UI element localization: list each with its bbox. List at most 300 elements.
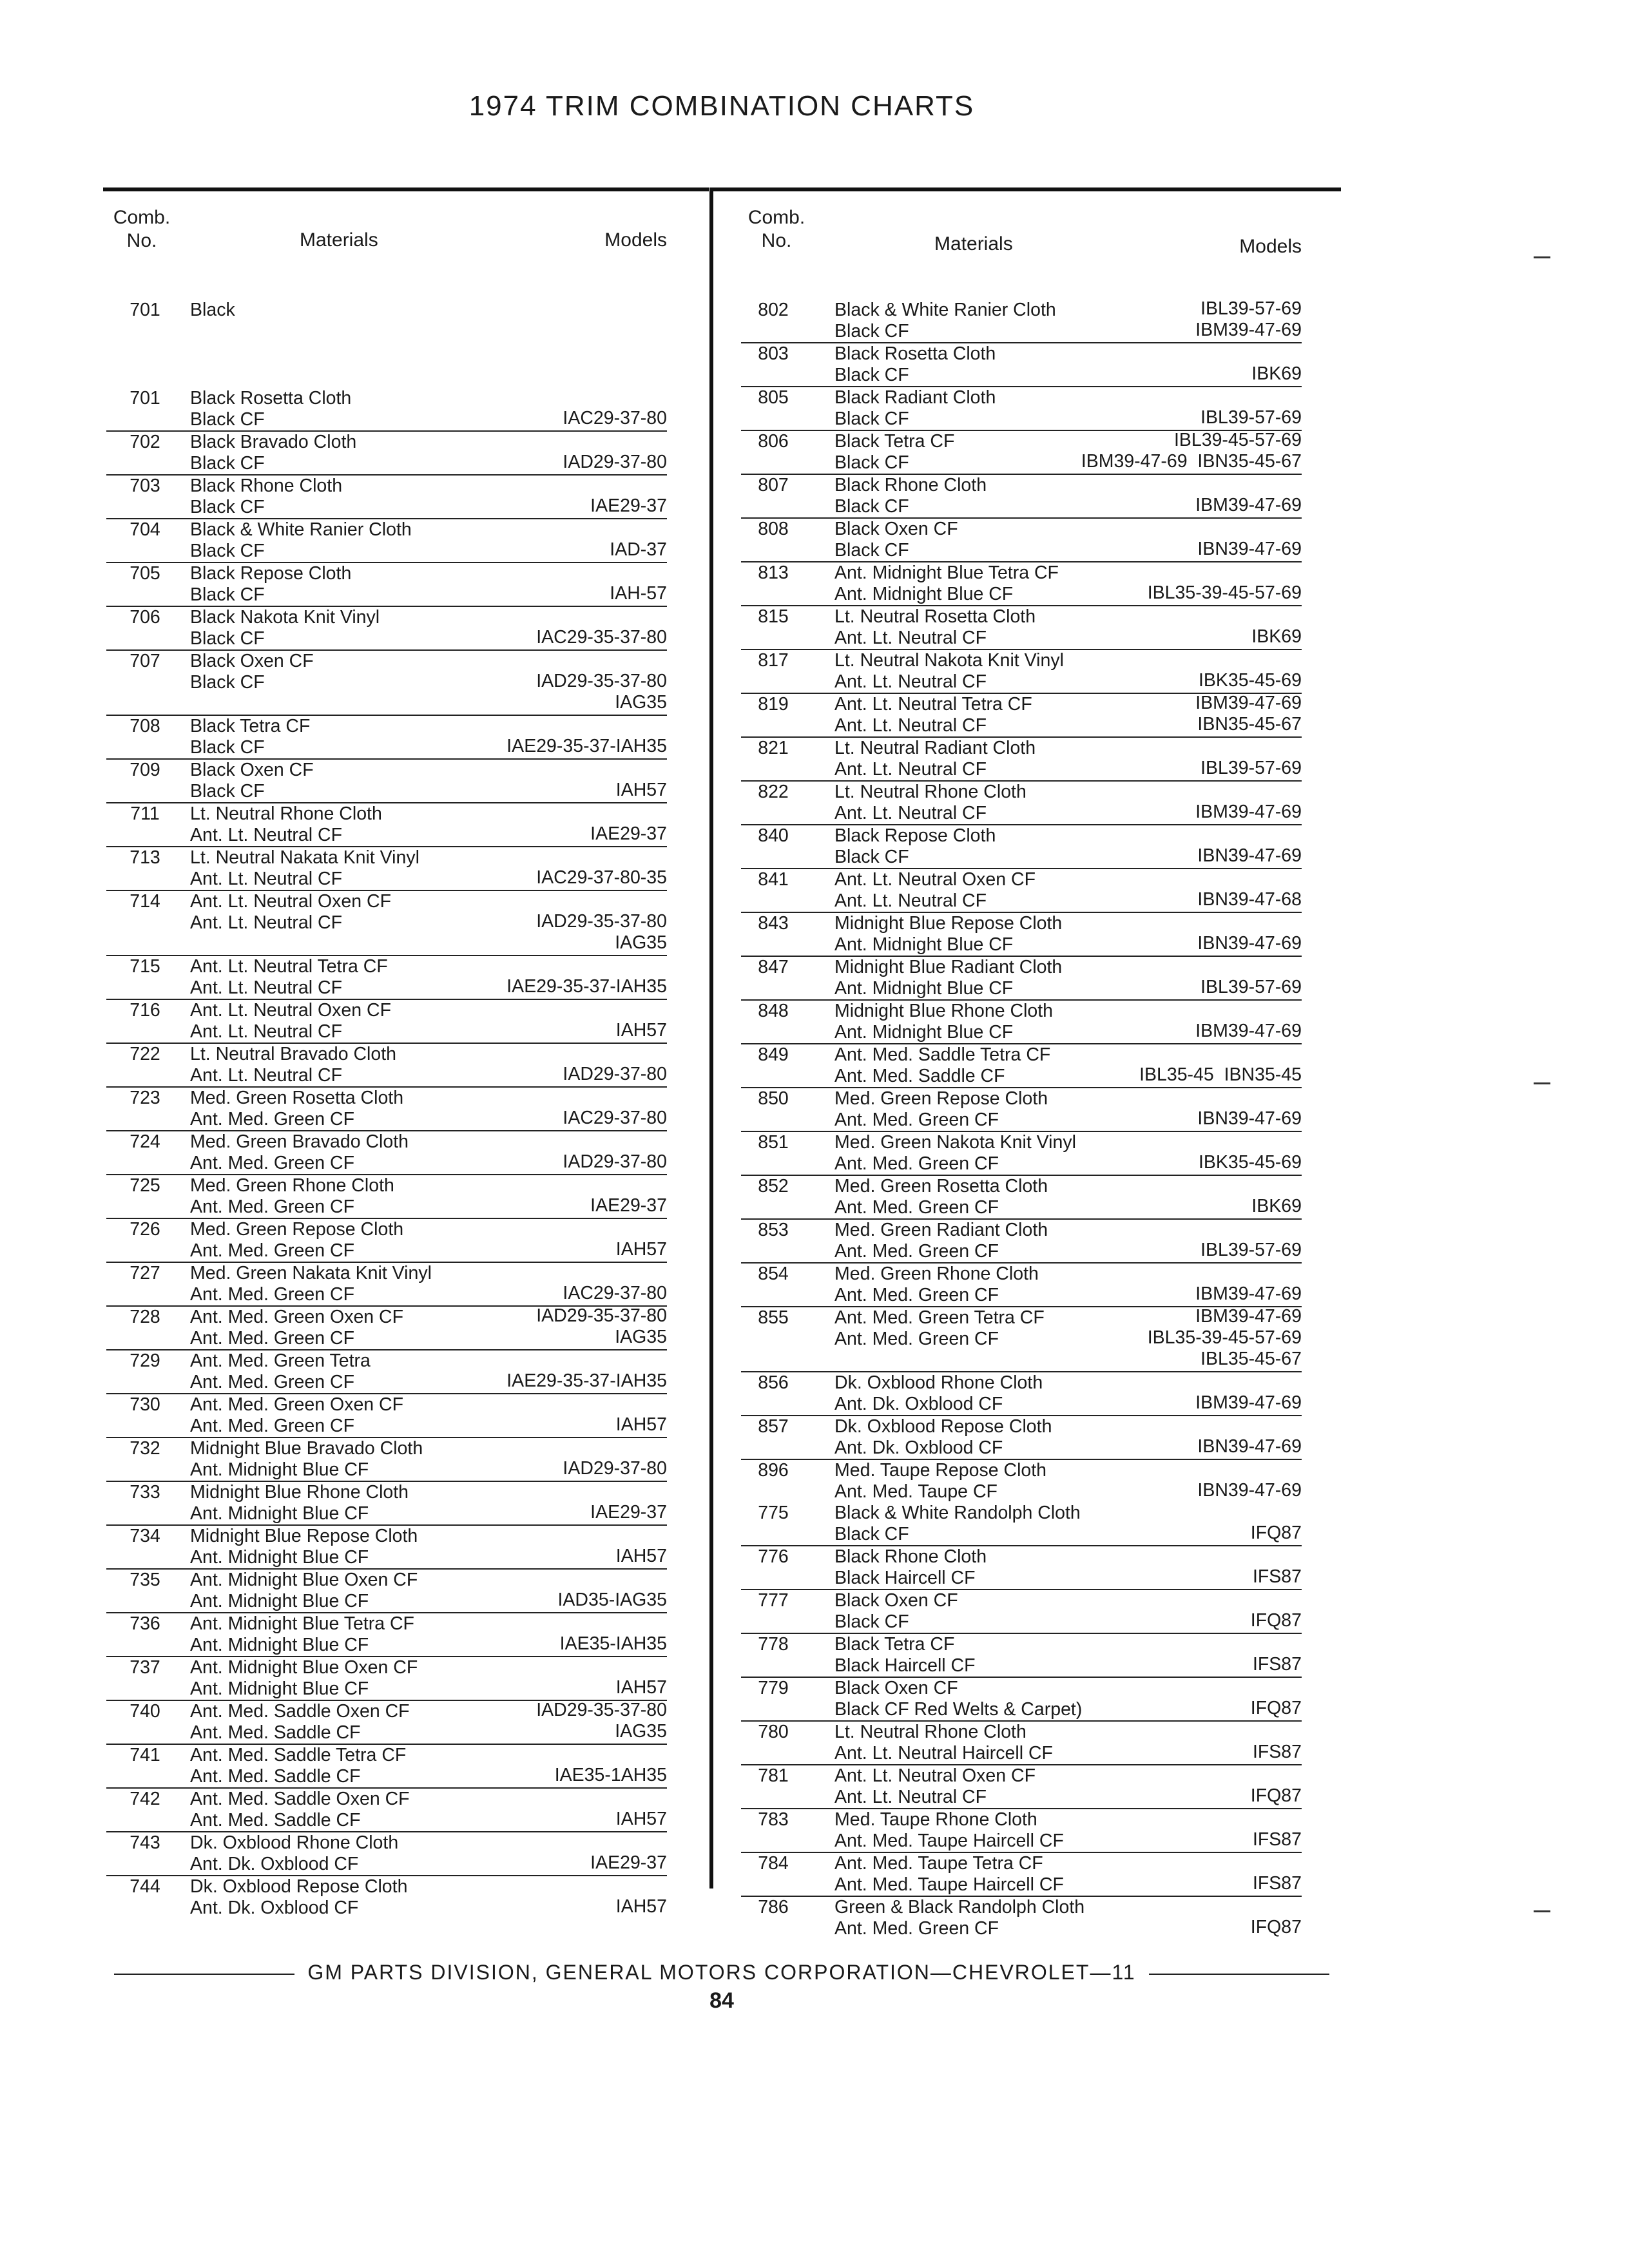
material-line: Black Rhone Cloth (834, 475, 987, 495)
material-line: Black Repose Cloth (834, 825, 996, 846)
model-codes: IBL39-45-57-69 IBM39-47-69 IBN35-45-67 (1081, 430, 1302, 472)
table-row (106, 1570, 667, 1613)
table-row (106, 476, 667, 519)
combination-number: 713 (130, 847, 160, 868)
material-line: Ant. Med. Saddle Oxen CF (190, 1701, 410, 1722)
model-codes: IFS87 (1252, 1829, 1302, 1850)
material-line: Black & White Randolph Cloth (834, 1503, 1081, 1523)
table-row (741, 1722, 1302, 1765)
table-row (106, 1175, 667, 1219)
material-line: Ant. Med. Saddle Tetra CF (190, 1745, 407, 1765)
combination-number: 805 (758, 387, 789, 408)
combination-number: 847 (758, 957, 789, 977)
table-row (106, 1044, 667, 1088)
combination-number: 852 (758, 1176, 789, 1196)
material-line: Black CF (834, 496, 909, 517)
left-table-header (106, 206, 667, 300)
material-line: Dk. Oxblood Repose Cloth (834, 1416, 1052, 1437)
footer-text: GM PARTS DIVISION, GENERAL MOTORS CORPORATION—CHEVROLET—11 (307, 1961, 1136, 1984)
material-line: Ant. Med. Green CF (190, 1284, 355, 1305)
material-line: Ant. Midnight Blue CF (190, 1591, 369, 1611)
material-line: Ant. Med. Green CF (190, 1196, 355, 1217)
material-line: Ant. Med. Saddle CF (190, 1722, 361, 1743)
model-codes: IAD29-37-80 (563, 1064, 667, 1084)
combination-number: 855 (758, 1307, 789, 1328)
material-line: Ant. Med. Green CF (834, 1197, 999, 1218)
material-line: Black Oxen CF (834, 1590, 958, 1611)
material-line: Lt. Neutral Rosetta Cloth (834, 606, 1036, 627)
combination-number: 815 (758, 606, 789, 627)
material-line: Black Rhone Cloth (834, 1546, 987, 1567)
combination-number: 709 (130, 760, 160, 780)
material-line: Ant. Med. Saddle Tetra CF (834, 1044, 1051, 1065)
combination-number: 780 (758, 1722, 789, 1742)
material-line: Black Rosetta Cloth (190, 388, 352, 408)
table-row (741, 1460, 1302, 1503)
material-line: Black CF (834, 1524, 909, 1544)
material-line: Black Repose Cloth (190, 563, 352, 584)
material-line: Black CF (190, 497, 265, 517)
combination-number: 781 (758, 1765, 789, 1786)
combination-number: 706 (130, 607, 160, 628)
table-row (106, 432, 667, 476)
material-line: Ant. Midnight Blue Oxen CF (190, 1657, 418, 1678)
table-row (741, 606, 1302, 650)
combination-number: 783 (758, 1809, 789, 1830)
material-line: Ant. Midnight Blue CF (834, 978, 1014, 999)
model-codes: IBK69 (1251, 626, 1302, 647)
combination-number: 735 (130, 1570, 160, 1590)
material-line: Black CF (190, 737, 265, 758)
material-line: Ant. Midnight Blue Oxen CF (190, 1570, 418, 1590)
model-codes: IBL39-57-69 (1200, 758, 1302, 778)
material-line: Ant. Med. Green CF (190, 1328, 355, 1349)
model-codes: IAD29-37-80 (563, 1151, 667, 1172)
table-row (741, 343, 1302, 387)
models-header: Models (1239, 236, 1302, 257)
model-codes: IAH-57 (610, 583, 667, 604)
table-row (741, 1546, 1302, 1590)
material-line: Black CF (834, 847, 909, 867)
material-line: Black Tetra CF (834, 1634, 955, 1655)
table-row (106, 563, 667, 607)
combination-number: 724 (130, 1131, 160, 1152)
combination-number: 740 (130, 1701, 160, 1722)
material-line: Ant. Lt. Neutral CF (834, 628, 987, 648)
table-row (106, 300, 667, 388)
material-line: Ant. Med. Taupe Tetra CF (834, 1853, 1043, 1874)
material-line: Black CF (834, 540, 909, 561)
material-line: Ant. Med. Green CF (834, 1110, 999, 1130)
combination-number: 822 (758, 782, 789, 802)
combination-number: 840 (758, 825, 789, 846)
material-line: Midnight Blue Bravado Cloth (190, 1438, 423, 1459)
material-line: Dk. Oxblood Rhone Cloth (190, 1832, 399, 1853)
table-row (106, 1088, 667, 1131)
footer-rule-right (1149, 1974, 1329, 1975)
table-row (106, 1307, 667, 1350)
model-codes: IAD29-35-37-80 IAG35 (536, 1700, 667, 1742)
combination-number: 777 (758, 1590, 789, 1611)
material-line: Ant. Med. Green CF (834, 1241, 999, 1262)
material-line: Ant. Med. Green Oxen CF (190, 1394, 404, 1415)
model-codes: IBL35-39-45-57-69 (1147, 582, 1302, 603)
model-codes: IBK69 (1251, 1196, 1302, 1216)
table-row (741, 1220, 1302, 1264)
material-line: Med. Green Rhone Cloth (190, 1175, 394, 1196)
material-line: Lt. Neutral Bravado Cloth (190, 1044, 396, 1064)
material-line: Midnight Blue Repose Cloth (190, 1526, 418, 1546)
model-codes: IBN39-47-69 (1197, 1480, 1302, 1501)
model-codes: IBN39-47-69 (1197, 845, 1302, 866)
material-line: Black CF (190, 409, 265, 430)
left-table-body (106, 300, 667, 1919)
model-codes: IAE29-37 (590, 495, 667, 516)
table-row (106, 607, 667, 651)
table-row (741, 387, 1302, 431)
combination-number: 821 (758, 738, 789, 758)
combination-number: 784 (758, 1853, 789, 1874)
model-codes: IBN39-47-68 (1197, 889, 1302, 910)
material-line: Ant. Midnight Blue CF (190, 1459, 369, 1480)
table-row (741, 957, 1302, 1001)
table-row (741, 738, 1302, 782)
table-row (741, 1765, 1302, 1809)
material-line: Lt. Neutral Nakota Knit Vinyl (834, 650, 1064, 671)
table-row (106, 803, 667, 847)
material-line: Ant. Midnight Blue Tetra CF (190, 1613, 414, 1634)
model-codes: IAD29-37-80 (563, 452, 667, 472)
combination-number: 786 (758, 1897, 789, 1917)
material-line: Ant. Med. Green CF (190, 1240, 355, 1261)
material-line: Black CF (190, 541, 265, 561)
material-line: Black Tetra CF (834, 431, 955, 452)
model-codes: IAH57 (615, 1239, 667, 1260)
table-row (741, 1809, 1302, 1853)
material-line: Ant. Lt. Neutral Oxen CF (834, 1765, 1036, 1786)
material-line: Black Haircell CF (834, 1655, 976, 1676)
material-line: Black CF (190, 781, 265, 802)
model-codes: IBM39-47-69 IBL35-39-45-57-69 IBL35-45-67 (1147, 1306, 1302, 1369)
model-codes: IAE29-35-37-IAH35 (506, 1370, 667, 1391)
footer (0, 1961, 1443, 1984)
material-line: Ant. Dk. Oxblood CF (190, 1854, 359, 1874)
model-codes: IBL35-45 IBN35-45 (1139, 1064, 1302, 1085)
material-line: Black & White Ranier Cloth (834, 300, 1056, 320)
combination-number: 802 (758, 300, 789, 320)
material-line: Ant. Lt. Neutral CF (834, 890, 987, 911)
model-codes: IAC29-35-37-80 (536, 627, 667, 648)
material-line: Med. Green Nakota Knit Vinyl (834, 1132, 1076, 1153)
material-line: Ant. Midnight Blue CF (190, 1503, 369, 1524)
material-line: Black Radiant Cloth (834, 387, 996, 408)
table-row (741, 300, 1302, 343)
combination-number: 896 (758, 1460, 789, 1481)
material-line: Ant. Dk. Oxblood CF (190, 1898, 359, 1918)
table-row (106, 1745, 667, 1789)
table-row (741, 1590, 1302, 1634)
table-row (741, 562, 1302, 606)
material-line: Ant. Lt. Neutral CF (834, 715, 987, 736)
material-line: Med. Green Rosetta Cloth (834, 1176, 1048, 1196)
combination-number: 807 (758, 475, 789, 495)
material-line: Ant. Med. Saddle CF (190, 1810, 361, 1831)
material-line: Black CF (190, 628, 265, 649)
table-row (741, 825, 1302, 869)
table-row (106, 891, 667, 956)
table-row (106, 1526, 667, 1570)
table-row (106, 1613, 667, 1657)
combination-number: 701 (130, 388, 160, 408)
model-codes: IAC29-37-80-35 (536, 867, 667, 888)
material-line: Ant. Lt. Neutral CF (190, 977, 343, 998)
table-row (106, 1350, 667, 1394)
table-row (106, 1438, 667, 1482)
model-codes: IFS87 (1252, 1654, 1302, 1675)
material-line: Ant. Midnight Blue CF (190, 1635, 369, 1655)
model-codes: IAH57 (615, 1414, 667, 1435)
model-codes: IBK69 (1251, 363, 1302, 384)
model-codes: IAD-37 (610, 539, 667, 560)
models-header: Models (604, 229, 667, 251)
table-row (741, 475, 1302, 519)
table-row (741, 1853, 1302, 1897)
material-line: Ant. Med. Green CF (834, 1329, 999, 1349)
table-row (106, 519, 667, 563)
model-codes: IBL39-57-69 (1200, 407, 1302, 428)
combination-number: 778 (758, 1634, 789, 1655)
material-line: Ant. Med. Green CF (834, 1285, 999, 1305)
combination-number: 723 (130, 1088, 160, 1108)
material-line: Lt. Neutral Rhone Cloth (834, 782, 1027, 802)
material-line: Ant. Med. Green Tetra (190, 1350, 371, 1371)
model-codes: IAD29-35-37-80 IAG35 (536, 911, 667, 953)
model-codes: IFQ87 (1250, 1698, 1302, 1718)
material-line: Black CF (834, 452, 909, 473)
model-codes: IAE29-37 (590, 1852, 667, 1873)
combination-number: 736 (130, 1613, 160, 1634)
combination-number: 727 (130, 1263, 160, 1283)
combination-number: 703 (130, 476, 160, 496)
combination-number: 841 (758, 869, 789, 890)
model-codes: IAC29-37-80 (563, 1283, 667, 1303)
model-codes: IAE29-35-37-IAH35 (506, 976, 667, 997)
table-row (741, 1044, 1302, 1088)
material-line: Med. Taupe Repose Cloth (834, 1460, 1047, 1481)
material-line: Med. Green Radiant Cloth (834, 1220, 1048, 1240)
material-line: Ant. Midnight Blue CF (834, 584, 1014, 604)
table-row (741, 1088, 1302, 1132)
material-line: Ant. Midnight Blue CF (190, 1547, 369, 1568)
model-codes: IAE35-1AH35 (554, 1765, 667, 1785)
table-row (741, 1897, 1302, 1939)
combination-number: 714 (130, 891, 160, 912)
table-row (106, 1657, 667, 1701)
model-codes: IBM39-47-69 (1195, 495, 1302, 515)
combination-number: 853 (758, 1220, 789, 1240)
model-codes: IAD29-35-37-80 IAG35 (536, 1305, 667, 1347)
model-codes: IFS87 (1252, 1742, 1302, 1762)
combination-number: 848 (758, 1001, 789, 1021)
top-rule (103, 187, 709, 191)
model-codes: IBN39-47-69 (1197, 1108, 1302, 1129)
table-row (741, 650, 1302, 694)
combination-number: 744 (130, 1876, 160, 1897)
combination-number: 742 (130, 1789, 160, 1809)
model-codes: IAE29-37 (590, 1502, 667, 1523)
left-column (106, 206, 667, 1919)
top-rule-right (709, 187, 1341, 191)
material-line: Ant. Lt. Neutral Haircell CF (834, 1743, 1053, 1763)
model-codes: IBK35-45-69 (1198, 1152, 1302, 1173)
materials-header: Materials (300, 229, 378, 251)
table-row (106, 1876, 667, 1919)
combination-number: 704 (130, 519, 160, 540)
material-line: Black CF (834, 408, 909, 429)
model-codes: IBL39-57-69 (1200, 1240, 1302, 1260)
combination-number: 725 (130, 1175, 160, 1196)
table-row (106, 1482, 667, 1526)
model-codes: IBM39-47-69 (1195, 1021, 1302, 1041)
combination-number: 775 (758, 1503, 789, 1523)
material-line: Ant. Midnight Blue CF (190, 1678, 369, 1699)
material-line: Ant. Lt. Neutral Tetra CF (834, 694, 1032, 715)
combination-number: 851 (758, 1132, 789, 1153)
material-line: Midnight Blue Repose Cloth (834, 913, 1063, 934)
material-line: Ant. Midnight Blue CF (834, 934, 1014, 955)
table-row (106, 1263, 667, 1307)
material-line: Midnight Blue Rhone Cloth (834, 1001, 1054, 1021)
material-line: Black Oxen CF (190, 760, 314, 780)
material-line: Ant. Med. Green CF (834, 1153, 999, 1174)
material-line: Lt. Neutral Radiant Cloth (834, 738, 1036, 758)
combination-number: 849 (758, 1044, 789, 1065)
material-line: Ant. Med. Saddle Oxen CF (190, 1789, 410, 1809)
material-line: Med. Taupe Rhone Cloth (834, 1809, 1037, 1830)
combination-number: 702 (130, 432, 160, 452)
material-line: Ant. Lt. Neutral CF (190, 869, 343, 889)
material-line: Black Haircell CF (834, 1568, 976, 1588)
no-header: No. (761, 230, 792, 251)
combination-number: 741 (130, 1745, 160, 1765)
model-codes: IAC29-37-80 (563, 1108, 667, 1128)
material-line: Green & Black Randolph Cloth (834, 1897, 1085, 1917)
model-codes: IAD35-IAG35 (557, 1590, 667, 1610)
material-line: Black (190, 300, 235, 320)
material-line: Ant. Lt. Neutral CF (190, 1021, 343, 1042)
model-codes: IAH57 (615, 780, 667, 800)
combination-number: 854 (758, 1264, 789, 1284)
combination-number: 705 (130, 563, 160, 584)
combination-number: 730 (130, 1394, 160, 1415)
material-line: Dk. Oxblood Rhone Cloth (834, 1372, 1043, 1393)
model-codes: IBK35-45-69 (1198, 670, 1302, 691)
material-line: Black & White Ranier Cloth (190, 519, 412, 540)
combination-number: 779 (758, 1678, 789, 1698)
material-line: Med. Green Repose Cloth (834, 1088, 1048, 1109)
combination-number: 776 (758, 1546, 789, 1567)
material-line: Black CF Red Welts & Carpet) (834, 1699, 1083, 1720)
combination-number: 817 (758, 650, 789, 671)
material-line: Ant. Med. Green CF (190, 1372, 355, 1392)
model-codes: IAD29-35-37-80 IAG35 (536, 671, 667, 713)
right-table-body (741, 300, 1302, 1939)
table-row (741, 1372, 1302, 1416)
margin-mark (1534, 1910, 1550, 1912)
table-row (741, 1001, 1302, 1044)
model-codes: IBM39-47-69 (1195, 802, 1302, 822)
model-codes: IFS87 (1252, 1566, 1302, 1587)
material-line: Ant. Lt. Neutral CF (834, 1787, 987, 1807)
model-codes: IAH57 (615, 1809, 667, 1829)
table-row (741, 1264, 1302, 1307)
model-codes: IBL39-57-69 (1200, 977, 1302, 997)
material-line: Ant. Lt. Neutral CF (190, 912, 343, 933)
model-codes: IAH57 (615, 1677, 667, 1698)
comb-header: Comb. (747, 207, 805, 228)
model-codes: IAE29-35-37-IAH35 (506, 736, 667, 756)
material-line: Med. Green Bravado Cloth (190, 1131, 409, 1152)
material-line: Lt. Neutral Rhone Cloth (190, 803, 382, 824)
table-row (741, 1132, 1302, 1176)
table-row (741, 1416, 1302, 1460)
table-row (741, 1678, 1302, 1722)
combination-number: 734 (130, 1526, 160, 1546)
combination-number: 707 (130, 651, 160, 671)
combination-number: 856 (758, 1372, 789, 1393)
model-codes: IFS87 (1252, 1873, 1302, 1894)
material-line: Ant. Midnight Blue Tetra CF (834, 562, 1059, 583)
table-row (741, 869, 1302, 913)
material-line: Ant. Lt. Neutral Oxen CF (834, 869, 1036, 890)
material-line: Black CF (190, 672, 265, 693)
model-codes: IAD29-37-80 (563, 1458, 667, 1479)
material-line: Midnight Blue Radiant Cloth (834, 957, 1063, 977)
combination-number: 708 (130, 716, 160, 736)
material-line: Med. Green Nakata Knit Vinyl (190, 1263, 432, 1283)
combination-number: 843 (758, 913, 789, 934)
table-row (106, 1832, 667, 1876)
material-line: Black CF (834, 1611, 909, 1632)
combination-number: 711 (130, 803, 160, 824)
combination-number: 803 (758, 343, 789, 364)
material-line: Ant. Lt. Neutral Tetra CF (190, 956, 388, 977)
material-line: Med. Green Rhone Cloth (834, 1264, 1039, 1284)
table-row (106, 1219, 667, 1263)
combination-number: 857 (758, 1416, 789, 1437)
material-line: Black Tetra CF (190, 716, 311, 736)
material-line: Midnight Blue Rhone Cloth (190, 1482, 409, 1503)
material-line: Black CF (834, 321, 909, 341)
material-line: Ant. Med. Green CF (190, 1109, 355, 1129)
comb-header: Comb. (113, 207, 171, 228)
combination-number: 743 (130, 1832, 160, 1853)
page-number: 84 (709, 1988, 734, 2013)
table-row (106, 1394, 667, 1438)
model-codes: IAE29-37 (590, 1195, 667, 1216)
table-row (741, 1634, 1302, 1678)
material-line: Ant. Lt. Neutral CF (190, 1065, 343, 1086)
material-line: Ant. Dk. Oxblood CF (834, 1394, 1003, 1414)
table-row (741, 519, 1302, 562)
model-codes: IFQ87 (1250, 1917, 1302, 1937)
model-codes: IBM39-47-69 IBN35-45-67 (1195, 693, 1302, 735)
right-column (741, 206, 1302, 1939)
table-row (106, 760, 667, 803)
footer-rule-left (114, 1974, 294, 1975)
material-line: Black CF (190, 584, 265, 605)
table-row (741, 1176, 1302, 1220)
